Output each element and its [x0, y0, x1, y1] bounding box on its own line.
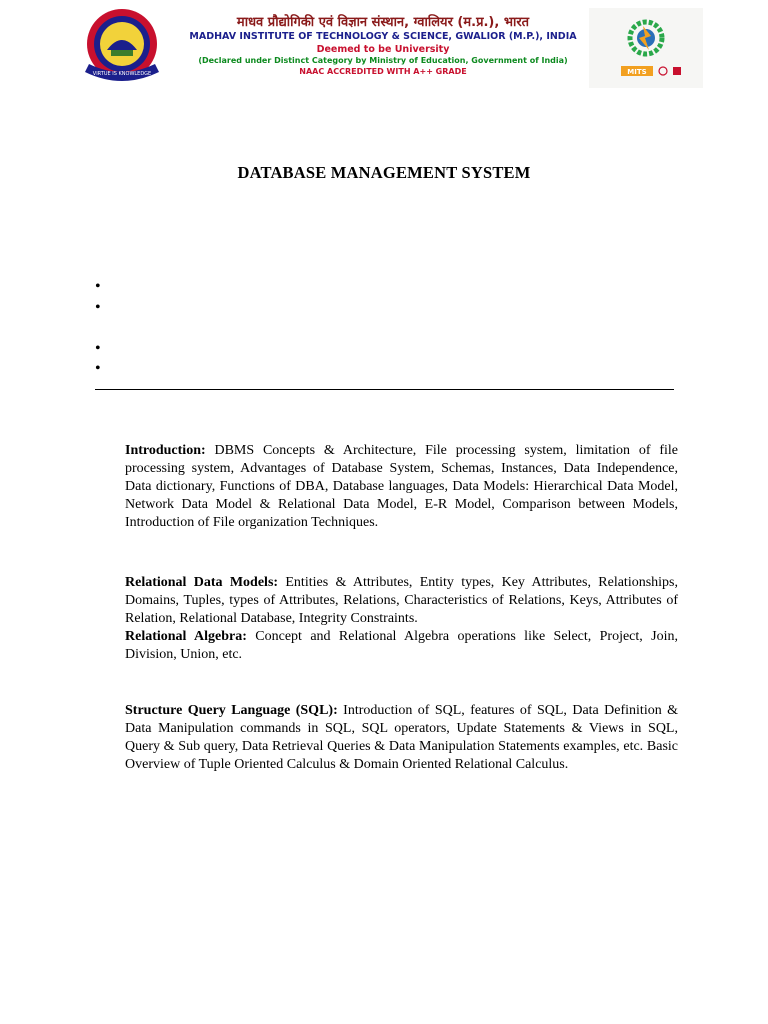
- deemed-university-line: Deemed to be University: [316, 44, 450, 55]
- mits-logo-text: MITS: [627, 68, 647, 76]
- institute-name-hindi: माधव प्रौद्योगिकी एवं विज्ञान संस्थान, ग्वालियर (म.प्र.), भारत: [236, 15, 530, 30]
- bullet-marker: •: [95, 340, 101, 357]
- naac-accreditation-line: NAAC ACCREDITED WITH A++ GRADE: [299, 67, 467, 76]
- bullet-marker: •: [95, 278, 101, 295]
- section-body: Entities & Attributes, Entity types, Key Attributes, Relationships, Domains, Tuples, types of Attributes, Relations, Characteristics of Relations, Keys, Attributes of Relation, Relational Database, Integrity Constraints.: [125, 575, 678, 626]
- declared-category-line: (Declared under Distinct Category by Ministry of Education, Government of India): [198, 56, 568, 65]
- horizontal-divider: [95, 389, 674, 390]
- section-heading: Relational Algebra:: [125, 629, 247, 644]
- section-heading: Relational Data Models:: [125, 575, 279, 590]
- section-sql: [125, 702, 678, 774]
- section-body: Concept and Relational Algebra operations like Select, Project, Join, Division, Union, etc.: [125, 629, 678, 662]
- seal-motto-text: VIRTUE IS KNOWLEDGE: [92, 71, 152, 77]
- section-body: DBMS Concepts & Architecture, File processing system, limitation of file processing system, Advantages of Database System, Schemas, Instances, Data Independence, Data dictionary, Functions of DBA, Database languages, Data Models: Hierarchical Data Model, Network Data Model & Relational Data Model, E-R Model, Comparison between Models, Introduction of File organization Techniques.: [125, 443, 678, 530]
- letterhead: [77, 6, 703, 88]
- section-relational-data-models: [125, 574, 678, 628]
- mits-logo: [589, 8, 703, 88]
- section-heading: Structure Query Language (SQL):: [125, 703, 338, 718]
- section-body: Introduction of SQL, features of SQL, Data Definition & Data Manipulation commands in SQL, SQL operators, Update Statements & Views in SQL, Query & Sub query, Data Retrieval Queries & Data Manipulation Statements examples, etc. Basic Overview of Tuple Oriented Calculus & Domain Oriented Relational Calculus.: [125, 703, 679, 772]
- section-relational-algebra: [125, 628, 678, 664]
- section-heading: Introduction:: [125, 443, 206, 458]
- document-title: DATABASE MANAGEMENT SYSTEM: [237, 163, 531, 182]
- section-introduction: [125, 442, 678, 532]
- bullet-marker: •: [95, 360, 101, 377]
- institute-seal-logo: [77, 6, 167, 88]
- bullet-marker: •: [95, 299, 101, 316]
- institute-name-english: MADHAV INSTITUTE OF TECHNOLOGY & SCIENCE, GWALIOR (M.P.), INDIA: [189, 31, 577, 42]
